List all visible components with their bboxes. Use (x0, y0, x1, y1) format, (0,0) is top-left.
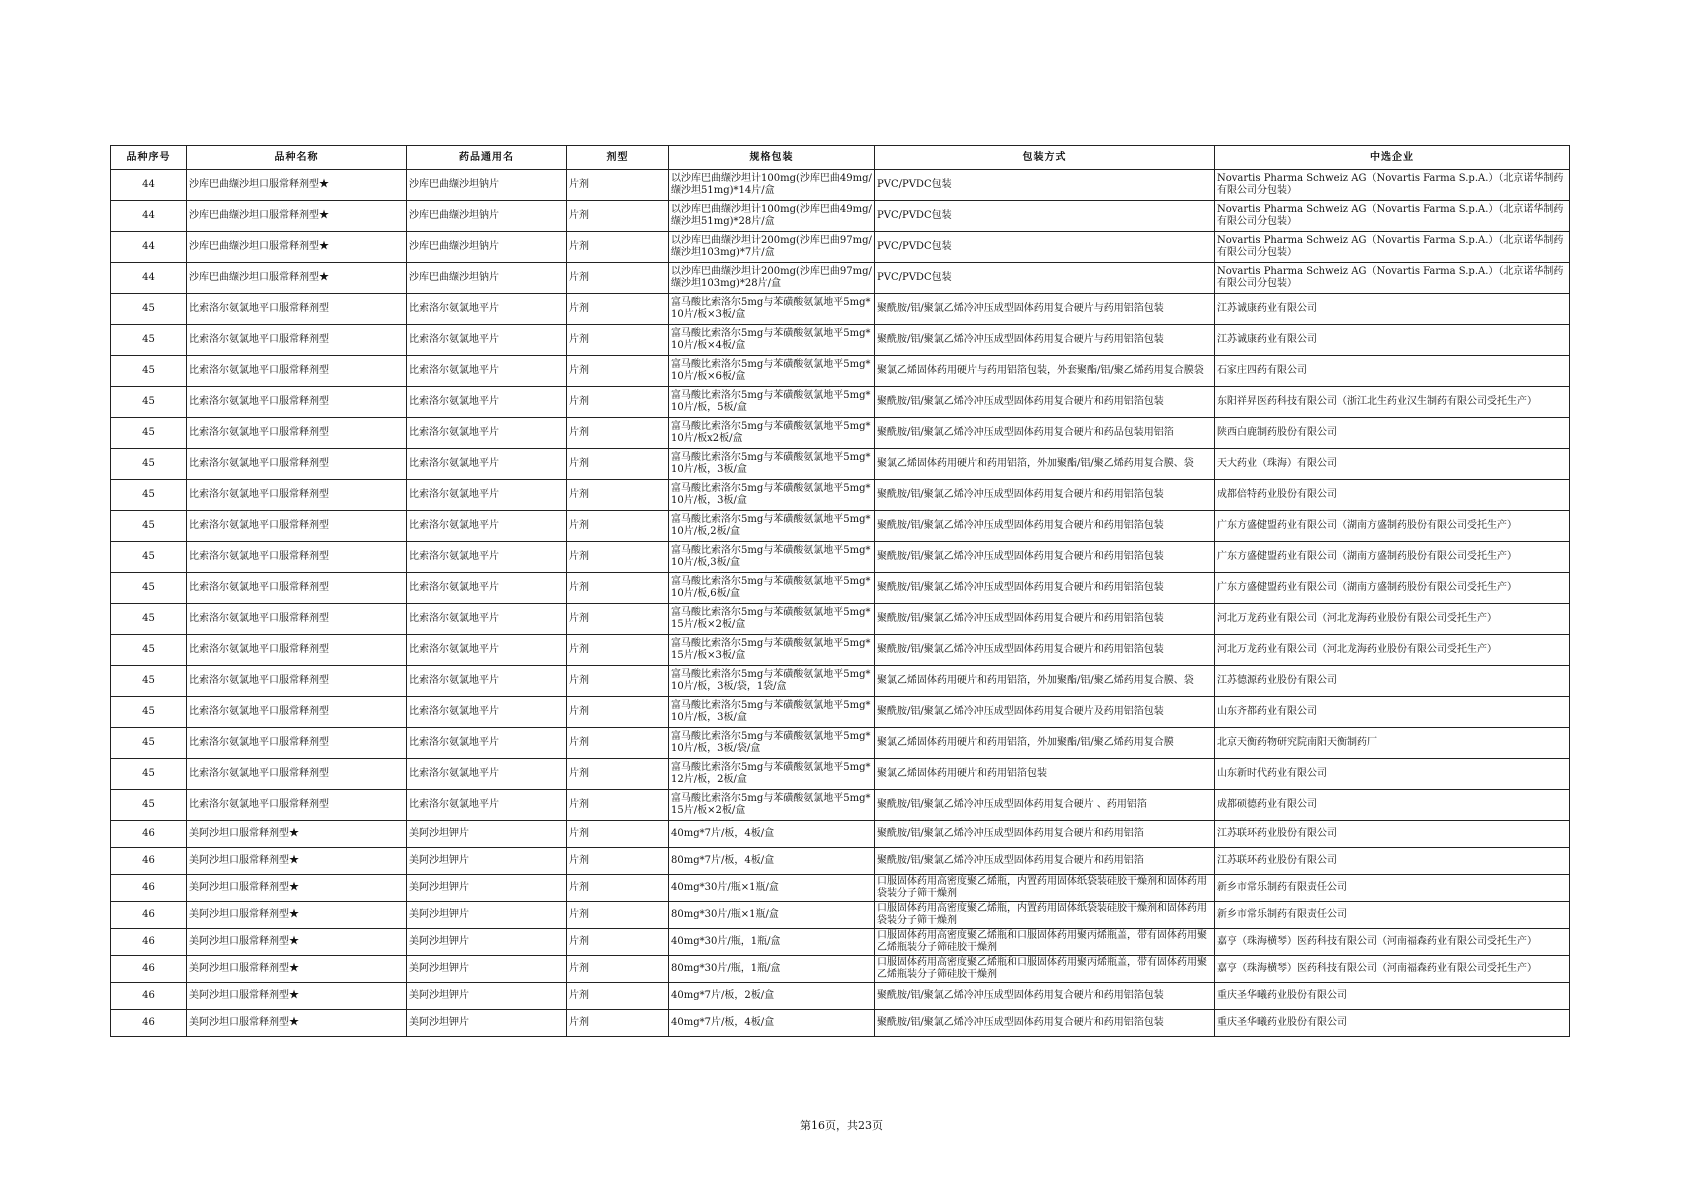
cell-dosage-form: 片剂 (567, 1010, 669, 1037)
cell-packaging-method: 聚酰胺/铝/聚氯乙烯冷冲压成型固体药用复合硬片与药用铝箔包装 (875, 294, 1215, 325)
cell-packaging-method: 聚酰胺/铝/聚氯乙烯冷冲压成型固体药用复合硬片和药用铝箔包装 (875, 542, 1215, 573)
cell-seq: 45 (111, 356, 187, 387)
cell-dosage-form: 片剂 (567, 542, 669, 573)
cell-packaging-method: 聚酰胺/铝/聚氯乙烯冷冲压成型固体药用复合硬片和药用铝箔包装 (875, 604, 1215, 635)
table-row (111, 387, 1570, 418)
table-row (111, 666, 1570, 697)
header-spec-package: 规格包装 (669, 146, 875, 170)
cell-dosage-form: 片剂 (567, 573, 669, 604)
cell-seq: 46 (111, 821, 187, 848)
cell-seq: 44 (111, 232, 187, 263)
cell-seq: 46 (111, 875, 187, 902)
cell-seq: 46 (111, 1010, 187, 1037)
cell-spec-package: 富马酸比索洛尔5mg与苯磺酸氨氯地平5mg*10片/板×3板/盒 (669, 294, 875, 325)
cell-seq: 44 (111, 263, 187, 294)
cell-winning-company: 山东新时代药业有限公司 (1215, 759, 1570, 790)
cell-spec-package: 富马酸比索洛尔5mg与苯磺酸氨氯地平5mg*10片/板，3板/袋/盒 (669, 728, 875, 759)
cell-dosage-form: 片剂 (567, 604, 669, 635)
cell-spec-package: 富马酸比索洛尔5mg与苯磺酸氨氯地平5mg*10片/板x2板/盒 (669, 418, 875, 449)
table-row (111, 573, 1570, 604)
cell-seq: 46 (111, 902, 187, 929)
cell-variety-name: 美阿沙坦口服常释剂型★ (187, 1010, 407, 1037)
cell-dosage-form: 片剂 (567, 449, 669, 480)
cell-dosage-form: 片剂 (567, 232, 669, 263)
cell-generic-name: 比索洛尔氨氯地平片 (407, 325, 567, 356)
cell-spec-package: 40mg*30片/瓶，1瓶/盒 (669, 929, 875, 956)
cell-packaging-method: 聚酰胺/铝/聚氯乙烯冷冲压成型固体药用复合硬片和药用铝箔 (875, 821, 1215, 848)
cell-winning-company: 江苏德源药业股份有限公司 (1215, 666, 1570, 697)
cell-variety-name: 比索洛尔氨氯地平口服常释剂型 (187, 294, 407, 325)
table-row (111, 170, 1570, 201)
cell-dosage-form: 片剂 (567, 263, 669, 294)
cell-generic-name: 美阿沙坦钾片 (407, 875, 567, 902)
cell-packaging-method: 聚酰胺/铝/聚氯乙烯冷冲压成型固体药用复合硬片和药用铝箔包装 (875, 480, 1215, 511)
table-row (111, 325, 1570, 356)
cell-generic-name: 比索洛尔氨氯地平片 (407, 728, 567, 759)
cell-packaging-method: 口服固体药用高密度聚乙烯瓶，内置药用固体纸袋装硅胶干燥剂和固体药用袋装分子筛干燥剂 (875, 875, 1215, 902)
cell-winning-company: 新乡市常乐制药有限责任公司 (1215, 902, 1570, 929)
cell-generic-name: 比索洛尔氨氯地平片 (407, 511, 567, 542)
table-row (111, 201, 1570, 232)
cell-variety-name: 比索洛尔氨氯地平口服常释剂型 (187, 697, 407, 728)
cell-packaging-method: 聚氯乙烯固体药用硬片和药用铝箔，外加聚酯/铝/聚乙烯药用复合膜、袋 (875, 449, 1215, 480)
cell-spec-package: 富马酸比索洛尔5mg与苯磺酸氨氯地平5mg*10片/板,6板/盒 (669, 573, 875, 604)
cell-winning-company: Novartis Pharma Schweiz AG（Novartis Farma S.p.A.）（北京诺华制药有限公司分包装） (1215, 201, 1570, 232)
cell-seq: 45 (111, 759, 187, 790)
cell-spec-package: 富马酸比索洛尔5mg与苯磺酸氨氯地平5mg*10片/板×4板/盒 (669, 325, 875, 356)
table-row (111, 697, 1570, 728)
cell-dosage-form: 片剂 (567, 728, 669, 759)
cell-variety-name: 比索洛尔氨氯地平口服常释剂型 (187, 759, 407, 790)
cell-variety-name: 比索洛尔氨氯地平口服常释剂型 (187, 511, 407, 542)
cell-variety-name: 美阿沙坦口服常释剂型★ (187, 902, 407, 929)
cell-variety-name: 比索洛尔氨氯地平口服常释剂型 (187, 542, 407, 573)
cell-spec-package: 以沙库巴曲缬沙坦计200mg(沙库巴曲97mg/缬沙坦103mg)*7片/盒 (669, 232, 875, 263)
cell-spec-package: 富马酸比索洛尔5mg与苯磺酸氨氯地平5mg*10片/板,3板/盒 (669, 542, 875, 573)
header-winning-company: 中选企业 (1215, 146, 1570, 170)
cell-spec-package: 富马酸比索洛尔5mg与苯磺酸氨氯地平5mg*15片/板×3板/盒 (669, 635, 875, 666)
cell-packaging-method: 聚酰胺/铝/聚氯乙烯冷冲压成型固体药用复合硬片和药用铝箔包装 (875, 635, 1215, 666)
cell-winning-company: 江苏诚康药业有限公司 (1215, 294, 1570, 325)
cell-packaging-method: 聚酰胺/铝/聚氯乙烯冷冲压成型固体药用复合硬片和药用铝箔包装 (875, 387, 1215, 418)
cell-winning-company: 河北万龙药业有限公司（河北龙海药业股份有限公司受托生产） (1215, 635, 1570, 666)
cell-variety-name: 沙库巴曲缬沙坦口服常释剂型★ (187, 170, 407, 201)
cell-dosage-form: 片剂 (567, 201, 669, 232)
cell-seq: 45 (111, 511, 187, 542)
cell-seq: 45 (111, 697, 187, 728)
cell-seq: 46 (111, 956, 187, 983)
cell-variety-name: 比索洛尔氨氯地平口服常释剂型 (187, 573, 407, 604)
cell-spec-package: 富马酸比索洛尔5mg与苯磺酸氨氯地平5mg*10片/板×6板/盒 (669, 356, 875, 387)
cell-dosage-form: 片剂 (567, 821, 669, 848)
cell-winning-company: 嘉亨（珠海横琴）医药科技有限公司（河南福森药业有限公司受托生产） (1215, 929, 1570, 956)
cell-variety-name: 美阿沙坦口服常释剂型★ (187, 875, 407, 902)
cell-winning-company: 成都硕德药业有限公司 (1215, 790, 1570, 821)
table-row (111, 929, 1570, 956)
cell-winning-company: 成都倍特药业股份有限公司 (1215, 480, 1570, 511)
cell-spec-package: 富马酸比索洛尔5mg与苯磺酸氨氯地平5mg*10片/板，3板/盒 (669, 449, 875, 480)
table-row (111, 790, 1570, 821)
cell-spec-package: 以沙库巴曲缬沙坦计100mg(沙库巴曲49mg/缬沙坦51mg)*28片/盒 (669, 201, 875, 232)
cell-packaging-method: PVC/PVDC包装 (875, 170, 1215, 201)
cell-variety-name: 美阿沙坦口服常释剂型★ (187, 983, 407, 1010)
header-variety-name: 品种名称 (187, 146, 407, 170)
cell-packaging-method: 聚酰胺/铝/聚氯乙烯冷冲压成型固体药用复合硬片和药用铝箔 (875, 848, 1215, 875)
cell-spec-package: 富马酸比索洛尔5mg与苯磺酸氨氯地平5mg*10片/板，3板/袋，1袋/盒 (669, 666, 875, 697)
cell-generic-name: 美阿沙坦钾片 (407, 929, 567, 956)
cell-variety-name: 美阿沙坦口服常释剂型★ (187, 929, 407, 956)
cell-generic-name: 美阿沙坦钾片 (407, 821, 567, 848)
cell-winning-company: 广东方盛健盟药业有限公司（湖南方盛制药股份有限公司受托生产） (1215, 511, 1570, 542)
table-row (111, 956, 1570, 983)
cell-packaging-method: 聚氯乙烯固体药用硬片和药用铝箔，外加聚酯/铝/聚乙烯药用复合膜、袋 (875, 666, 1215, 697)
cell-spec-package: 40mg*7片/板，4板/盒 (669, 1010, 875, 1037)
cell-dosage-form: 片剂 (567, 759, 669, 790)
cell-dosage-form: 片剂 (567, 170, 669, 201)
cell-winning-company: 江苏联环药业股份有限公司 (1215, 821, 1570, 848)
cell-seq: 45 (111, 728, 187, 759)
cell-spec-package: 富马酸比索洛尔5mg与苯磺酸氨氯地平5mg*15片/板×2板/盒 (669, 604, 875, 635)
cell-generic-name: 比索洛尔氨氯地平片 (407, 790, 567, 821)
cell-variety-name: 比索洛尔氨氯地平口服常释剂型 (187, 387, 407, 418)
cell-spec-package: 以沙库巴曲缬沙坦计100mg(沙库巴曲49mg/缬沙坦51mg)*14片/盒 (669, 170, 875, 201)
table-row (111, 821, 1570, 848)
cell-dosage-form: 片剂 (567, 875, 669, 902)
table-row (111, 232, 1570, 263)
cell-dosage-form: 片剂 (567, 848, 669, 875)
cell-dosage-form: 片剂 (567, 666, 669, 697)
cell-packaging-method: PVC/PVDC包装 (875, 201, 1215, 232)
table-row (111, 728, 1570, 759)
table-row (111, 875, 1570, 902)
table-row (111, 294, 1570, 325)
cell-packaging-method: 聚酰胺/铝/聚氯乙烯冷冲压成型固体药用复合硬片和药用铝箔包装 (875, 1010, 1215, 1037)
cell-dosage-form: 片剂 (567, 418, 669, 449)
table-row (111, 635, 1570, 666)
cell-variety-name: 美阿沙坦口服常释剂型★ (187, 821, 407, 848)
cell-winning-company: 重庆圣华曦药业股份有限公司 (1215, 983, 1570, 1010)
cell-generic-name: 比索洛尔氨氯地平片 (407, 294, 567, 325)
cell-dosage-form: 片剂 (567, 956, 669, 983)
table-row (111, 542, 1570, 573)
cell-spec-package: 以沙库巴曲缬沙坦计200mg(沙库巴曲97mg/缬沙坦103mg)*28片/盒 (669, 263, 875, 294)
cell-generic-name: 美阿沙坦钾片 (407, 956, 567, 983)
cell-winning-company: 新乡市常乐制药有限责任公司 (1215, 875, 1570, 902)
cell-variety-name: 比索洛尔氨氯地平口服常释剂型 (187, 635, 407, 666)
cell-spec-package: 富马酸比索洛尔5mg与苯磺酸氨氯地平5mg*12片/板，2板/盒 (669, 759, 875, 790)
table-row (111, 848, 1570, 875)
cell-variety-name: 比索洛尔氨氯地平口服常释剂型 (187, 356, 407, 387)
cell-packaging-method: 聚氯乙烯固体药用硬片和药用铝箔包装 (875, 759, 1215, 790)
cell-winning-company: 嘉亨（珠海横琴）医药科技有限公司（河南福森药业有限公司受托生产） (1215, 956, 1570, 983)
cell-dosage-form: 片剂 (567, 902, 669, 929)
cell-winning-company: 广东方盛健盟药业有限公司（湖南方盛制药股份有限公司受托生产） (1215, 573, 1570, 604)
cell-dosage-form: 片剂 (567, 387, 669, 418)
cell-winning-company: 石家庄四药有限公司 (1215, 356, 1570, 387)
cell-seq: 45 (111, 294, 187, 325)
cell-packaging-method: PVC/PVDC包装 (875, 263, 1215, 294)
cell-seq: 45 (111, 449, 187, 480)
cell-spec-package: 80mg*30片/瓶，1瓶/盒 (669, 956, 875, 983)
cell-variety-name: 比索洛尔氨氯地平口服常释剂型 (187, 480, 407, 511)
table-row (111, 511, 1570, 542)
bid-results-table (110, 145, 1570, 1037)
cell-generic-name: 美阿沙坦钾片 (407, 1010, 567, 1037)
cell-generic-name: 沙库巴曲缬沙坦钠片 (407, 201, 567, 232)
cell-dosage-form: 片剂 (567, 697, 669, 728)
cell-seq: 45 (111, 325, 187, 356)
cell-generic-name: 比索洛尔氨氯地平片 (407, 759, 567, 790)
cell-packaging-method: 聚氯乙烯固体药用硬片和药用铝箔，外加聚酯/铝/聚乙烯药用复合膜 (875, 728, 1215, 759)
cell-variety-name: 美阿沙坦口服常释剂型★ (187, 848, 407, 875)
cell-dosage-form: 片剂 (567, 480, 669, 511)
table-row (111, 983, 1570, 1010)
cell-generic-name: 比索洛尔氨氯地平片 (407, 542, 567, 573)
cell-packaging-method: PVC/PVDC包装 (875, 232, 1215, 263)
cell-winning-company: 北京天衡药物研究院南阳天衡制药厂 (1215, 728, 1570, 759)
cell-variety-name: 沙库巴曲缬沙坦口服常释剂型★ (187, 232, 407, 263)
cell-variety-name: 比索洛尔氨氯地平口服常释剂型 (187, 728, 407, 759)
cell-spec-package: 80mg*30片/瓶×1瓶/盒 (669, 902, 875, 929)
table-row (111, 449, 1570, 480)
cell-packaging-method: 口服固体药用高密度聚乙烯瓶和口服固体药用聚丙烯瓶盖，带有固体药用聚乙烯瓶装分子筛硅胶干燥剂 (875, 956, 1215, 983)
cell-spec-package: 40mg*7片/板，4板/盒 (669, 821, 875, 848)
cell-seq: 45 (111, 573, 187, 604)
cell-seq: 45 (111, 635, 187, 666)
table-header-row (111, 146, 1570, 170)
cell-winning-company: 东阳祥昇医药科技有限公司（浙江北生药业汉生制药有限公司受托生产） (1215, 387, 1570, 418)
table-row (111, 759, 1570, 790)
table-row (111, 418, 1570, 449)
cell-dosage-form: 片剂 (567, 929, 669, 956)
cell-seq: 45 (111, 542, 187, 573)
cell-packaging-method: 聚酰胺/铝/聚氯乙烯冷冲压成型固体药用复合硬片与药用铝箔包装 (875, 325, 1215, 356)
cell-winning-company: Novartis Pharma Schweiz AG（Novartis Farma S.p.A.）（北京诺华制药有限公司分包装） (1215, 170, 1570, 201)
cell-generic-name: 比索洛尔氨氯地平片 (407, 635, 567, 666)
cell-packaging-method: 聚氯乙烯固体药用硬片与药用铝箔包装，外套聚酯/铝/聚乙烯药用复合膜袋 (875, 356, 1215, 387)
cell-packaging-method: 聚酰胺/铝/聚氯乙烯冷冲压成型固体药用复合硬片和药用铝箔包装 (875, 983, 1215, 1010)
table-row (111, 356, 1570, 387)
table-row (111, 263, 1570, 294)
cell-winning-company: 天大药业（珠海）有限公司 (1215, 449, 1570, 480)
cell-generic-name: 比索洛尔氨氯地平片 (407, 573, 567, 604)
cell-spec-package: 富马酸比索洛尔5mg与苯磺酸氨氯地平5mg*10片/板，5板/盒 (669, 387, 875, 418)
cell-packaging-method: 聚酰胺/铝/聚氯乙烯冷冲压成型固体药用复合硬片和药品包装用铝箔 (875, 418, 1215, 449)
cell-winning-company: 陕西白鹿制药股份有限公司 (1215, 418, 1570, 449)
cell-generic-name: 比索洛尔氨氯地平片 (407, 666, 567, 697)
cell-spec-package: 富马酸比索洛尔5mg与苯磺酸氨氯地平5mg*15片/板×2板/盒 (669, 790, 875, 821)
cell-generic-name: 美阿沙坦钾片 (407, 848, 567, 875)
cell-variety-name: 比索洛尔氨氯地平口服常释剂型 (187, 325, 407, 356)
header-dosage-form: 剂型 (567, 146, 669, 170)
cell-packaging-method: 聚酰胺/铝/聚氯乙烯冷冲压成型固体药用复合硬片及药用铝箔包装 (875, 697, 1215, 728)
cell-spec-package: 40mg*30片/瓶×1瓶/盒 (669, 875, 875, 902)
cell-generic-name: 美阿沙坦钾片 (407, 983, 567, 1010)
cell-variety-name: 比索洛尔氨氯地平口服常释剂型 (187, 790, 407, 821)
cell-winning-company: 江苏联环药业股份有限公司 (1215, 848, 1570, 875)
cell-generic-name: 美阿沙坦钾片 (407, 902, 567, 929)
cell-dosage-form: 片剂 (567, 511, 669, 542)
cell-winning-company: 广东方盛健盟药业有限公司（湖南方盛制药股份有限公司受托生产） (1215, 542, 1570, 573)
cell-generic-name: 比索洛尔氨氯地平片 (407, 356, 567, 387)
cell-spec-package: 富马酸比索洛尔5mg与苯磺酸氨氯地平5mg*10片/板，3板/盒 (669, 697, 875, 728)
table-row (111, 480, 1570, 511)
cell-winning-company: Novartis Pharma Schweiz AG（Novartis Farma S.p.A.）（北京诺华制药有限公司分包装） (1215, 232, 1570, 263)
cell-variety-name: 沙库巴曲缬沙坦口服常释剂型★ (187, 201, 407, 232)
cell-dosage-form: 片剂 (567, 325, 669, 356)
cell-seq: 44 (111, 201, 187, 232)
cell-generic-name: 比索洛尔氨氯地平片 (407, 604, 567, 635)
cell-seq: 46 (111, 848, 187, 875)
cell-winning-company: 重庆圣华曦药业股份有限公司 (1215, 1010, 1570, 1037)
cell-packaging-method: 口服固体药用高密度聚乙烯瓶和口服固体药用聚丙烯瓶盖，带有固体药用聚乙烯瓶装分子筛硅胶干燥剂 (875, 929, 1215, 956)
cell-generic-name: 比索洛尔氨氯地平片 (407, 449, 567, 480)
cell-seq: 44 (111, 170, 187, 201)
cell-spec-package: 80mg*7片/板，4板/盒 (669, 848, 875, 875)
cell-generic-name: 沙库巴曲缬沙坦钠片 (407, 170, 567, 201)
cell-spec-package: 富马酸比索洛尔5mg与苯磺酸氨氯地平5mg*10片/板，3板/盒 (669, 480, 875, 511)
header-packaging-method: 包装方式 (875, 146, 1215, 170)
cell-generic-name: 比索洛尔氨氯地平片 (407, 418, 567, 449)
cell-seq: 45 (111, 604, 187, 635)
cell-seq: 45 (111, 418, 187, 449)
cell-seq: 45 (111, 387, 187, 418)
cell-generic-name: 沙库巴曲缬沙坦钠片 (407, 263, 567, 294)
cell-dosage-form: 片剂 (567, 356, 669, 387)
cell-variety-name: 比索洛尔氨氯地平口服常释剂型 (187, 604, 407, 635)
cell-generic-name: 沙库巴曲缬沙坦钠片 (407, 232, 567, 263)
cell-seq: 45 (111, 790, 187, 821)
cell-dosage-form: 片剂 (567, 294, 669, 325)
cell-winning-company: Novartis Pharma Schweiz AG（Novartis Farma S.p.A.）（北京诺华制药有限公司分包装） (1215, 263, 1570, 294)
cell-packaging-method: 口服固体药用高密度聚乙烯瓶，内置药用固体纸袋装硅胶干燥剂和固体药用袋装分子筛干燥剂 (875, 902, 1215, 929)
cell-spec-package: 富马酸比索洛尔5mg与苯磺酸氨氯地平5mg*10片/板,2板/盒 (669, 511, 875, 542)
cell-variety-name: 美阿沙坦口服常释剂型★ (187, 956, 407, 983)
cell-variety-name: 沙库巴曲缬沙坦口服常释剂型★ (187, 263, 407, 294)
header-generic-name: 药品通用名 (407, 146, 567, 170)
table-row (111, 1010, 1570, 1037)
page-footer: 第16页，共23页 (800, 1119, 883, 1132)
cell-seq: 46 (111, 983, 187, 1010)
cell-seq: 45 (111, 480, 187, 511)
table-row (111, 604, 1570, 635)
cell-winning-company: 山东齐都药业有限公司 (1215, 697, 1570, 728)
cell-winning-company: 江苏诚康药业有限公司 (1215, 325, 1570, 356)
cell-variety-name: 比索洛尔氨氯地平口服常释剂型 (187, 418, 407, 449)
header-seq: 品种序号 (111, 146, 187, 170)
table-row (111, 902, 1570, 929)
cell-seq: 45 (111, 666, 187, 697)
cell-winning-company: 河北万龙药业有限公司（河北龙海药业股份有限公司受托生产） (1215, 604, 1570, 635)
cell-dosage-form: 片剂 (567, 983, 669, 1010)
cell-generic-name: 比索洛尔氨氯地平片 (407, 480, 567, 511)
cell-generic-name: 比索洛尔氨氯地平片 (407, 387, 567, 418)
cell-packaging-method: 聚酰胺/铝/聚氯乙烯冷冲压成型固体药用复合硬片和药用铝箔包装 (875, 511, 1215, 542)
cell-variety-name: 比索洛尔氨氯地平口服常释剂型 (187, 666, 407, 697)
cell-dosage-form: 片剂 (567, 635, 669, 666)
cell-variety-name: 比索洛尔氨氯地平口服常释剂型 (187, 449, 407, 480)
cell-generic-name: 比索洛尔氨氯地平片 (407, 697, 567, 728)
cell-packaging-method: 聚酰胺/铝/聚氯乙烯冷冲压成型固体药用复合硬片 、药用铝箔 (875, 790, 1215, 821)
cell-dosage-form: 片剂 (567, 790, 669, 821)
cell-seq: 46 (111, 929, 187, 956)
cell-packaging-method: 聚酰胺/铝/聚氯乙烯冷冲压成型固体药用复合硬片和药用铝箔包装 (875, 573, 1215, 604)
cell-spec-package: 40mg*7片/板，2板/盒 (669, 983, 875, 1010)
